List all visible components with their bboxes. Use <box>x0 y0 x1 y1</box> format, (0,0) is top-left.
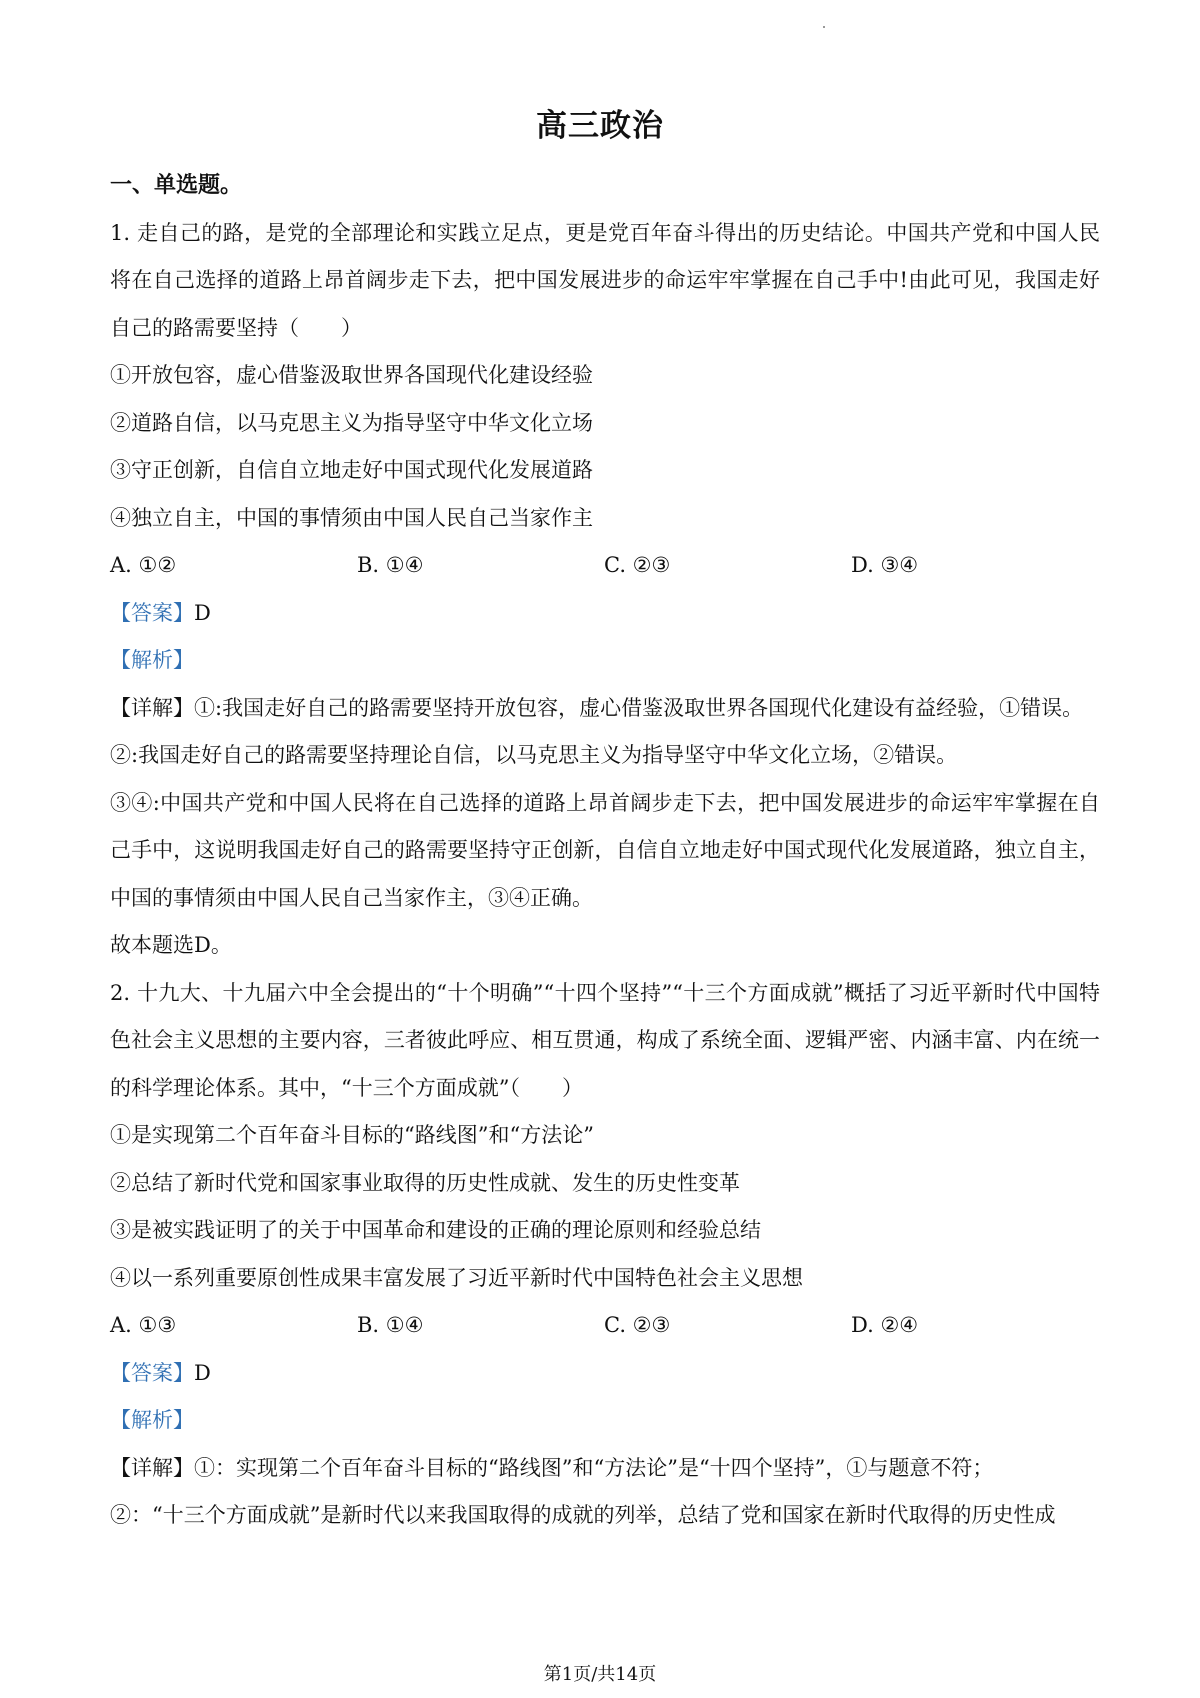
question-1-detail: 【详解】①:我国走好自己的路需要坚持开放包容，虚心借鉴汲取世界各国现代化建设有益经验，①错误。 <box>110 695 1084 720</box>
question-1-options <box>110 542 1100 590</box>
question-2-answer <box>110 1350 1100 1398</box>
scan-dot <box>823 26 825 28</box>
option-b: B. ①④ <box>357 1313 424 1337</box>
question-2-item: ③是被实践证明了的关于中国革命和建设的正确的理论原则和经验总结 <box>110 1218 761 1242</box>
question-2-item: ④以一系列重要原创性成果丰富发展了习近平新时代中国特色社会主义思想 <box>110 1265 803 1290</box>
option-d: D. ②④ <box>851 1313 919 1337</box>
option-c: C. ②③ <box>604 553 671 577</box>
answer-value: D <box>194 600 211 625</box>
question-2-options <box>110 1302 1100 1350</box>
question-1-conclusion: 故本题选D。 <box>110 933 232 957</box>
question-1-item: ③守正创新，自信自立地走好中国式现代化发展道路 <box>110 458 593 482</box>
option-a: A. ①③ <box>110 1313 177 1337</box>
question-1-answer <box>110 590 1100 638</box>
question-2-item: ①是实现第二个百年奋斗目标的“路线图”和“方法论” <box>110 1123 594 1147</box>
analysis-tag: 【解析】 <box>110 1408 194 1432</box>
analysis-tag: 【解析】 <box>110 648 194 672</box>
answer-value: D <box>194 1360 211 1385</box>
question-1-stem: 1. 走自己的路，是党的全部理论和实践立足点，更是党百年奋斗得出的历史结论。中国共产党和中国人民将在自己选择的道路上昂首阔步走下去，把中国发展进步的命运牢牢掌握在自己手中!由此可见，我国走好自己的路需要坚持（ ） <box>110 220 1100 340</box>
option-a: A. ①② <box>110 553 177 577</box>
page-title: 高三政治 <box>536 108 664 144</box>
content-body <box>110 162 1100 1540</box>
question-2-stem: 2. 十九大、十九届六中全会提出的“十个明确”“十四个坚持”“十三个方面成就”概括了习近平新时代中国特色社会主义思想的主要内容，三者彼此呼应、相互贯通，构成了系统全面、逻辑严密、内涵丰富、内在统一的科学理论体系。其中，“十三个方面成就”（ ） <box>110 980 1100 1100</box>
question-2-detail: ②：“十三个方面成就”是新时代以来我国取得的成就的列举，总结了党和国家在新时代取得的历史性成 <box>110 1503 1056 1527</box>
answer-tag: 【答案】 <box>110 600 194 625</box>
option-b: B. ①④ <box>357 553 424 577</box>
question-1-detail: ②:我国走好自己的路需要坚持理论自信，以马克思主义为指导坚守中华文化立场，②错误。 <box>110 743 958 767</box>
section-heading: 一、单选题。 <box>110 172 243 198</box>
question-1-item: ④独立自主，中国的事情须由中国人民自己当家作主 <box>110 505 593 530</box>
option-d: D. ③④ <box>851 553 919 577</box>
question-1-item: ①开放包容，虚心借鉴汲取世界各国现代化建设经验 <box>110 363 593 387</box>
question-2-detail: 【详解】①：实现第二个百年奋斗目标的“路线图”和“方法论”是“十四个坚持”，①与题意不符； <box>110 1455 994 1480</box>
question-1-detail: ③④:中国共产党和中国人民将在自己选择的道路上昂首阔步走下去，把中国发展进步的命运牢牢掌握在自己手中，这说明我国走好自己的路需要坚持守正创新，自信自立地走好中国式现代化发展道路，独立自主，中国的事情须由中国人民自己当家作主，③④正确。 <box>110 790 1100 910</box>
answer-tag: 【答案】 <box>110 1360 194 1385</box>
page-number: 第1页/共14页 <box>543 1664 657 1685</box>
question-2-item: ②总结了新时代党和国家事业取得的历史性成就、发生的历史性变革 <box>110 1170 740 1195</box>
question-1-item: ②道路自信，以马克思主义为指导坚守中华文化立场 <box>110 410 593 435</box>
option-c: C. ②③ <box>604 1313 671 1337</box>
